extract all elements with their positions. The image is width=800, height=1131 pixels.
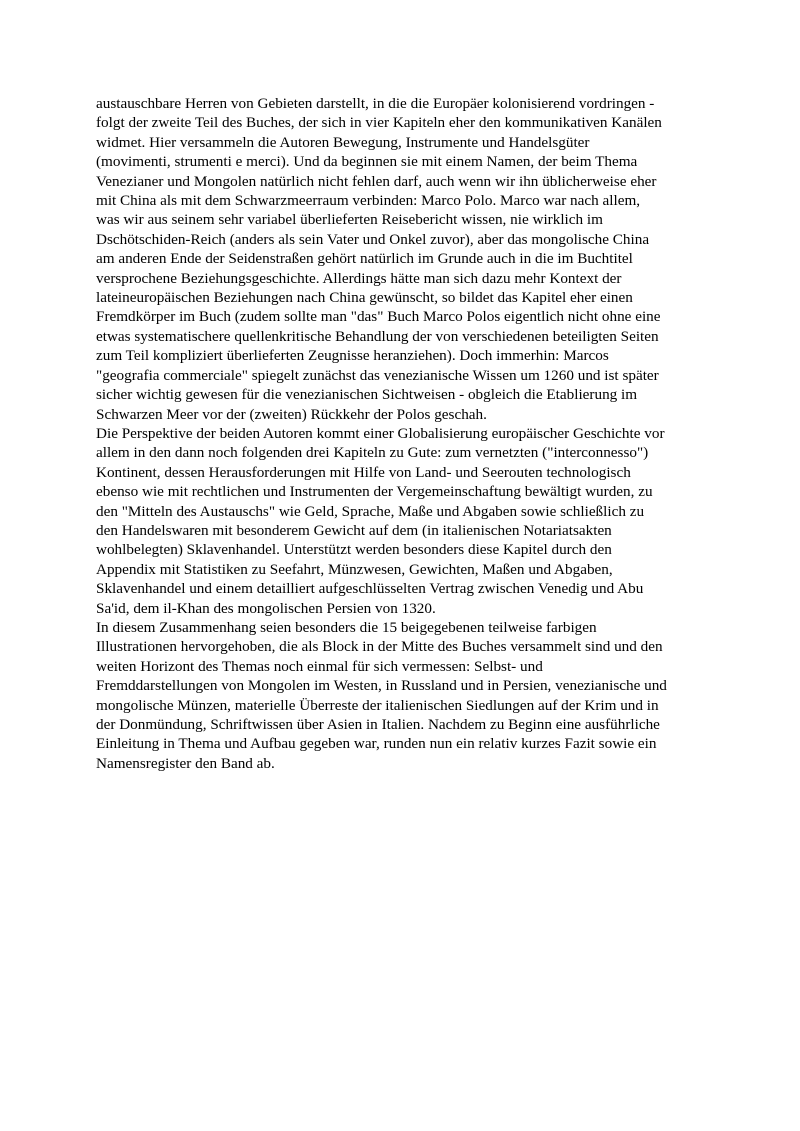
paragraph-marco-polo: austauschbare Herren von Gebieten darstellt, in die die Europäer kolonisierend vordringen - folgt der zweite Teil des Buches, der sich in vier Kapiteln eher den kommunikativen Kanälen widmet. Hier versammeln die Autoren Bewegung, Instrumente und Handelsgüter (movimenti, strumenti e merci). Und da beginnen sie mit einem Namen, der beim Thema Venezianer und Mongolen natürlich nicht fehlen darf, auch wenn wir ihn üblicherweise eher mit China als mit dem Schwarzmeerraum verbinden: Marco Polo. Marco war nach allem, was wir aus seinem sehr variabel überlieferten Reisebericht wissen, nie wirklich im Dschötschiden-Reich (anders als sein Vater und Onkel zuvor), aber das mongolische China am anderen Ende der Seidenstraßen gehört natürlich im Grunde auch in die im Buchtitel versprochene Beziehungsgeschichte. Allerdings hätte man sich dazu mehr Kontext der lateineuropäischen Beziehungen nach China gewünscht, so bildet das Kapitel eher einen Fremdkörper im Buch (zudem sollte man "das" Buch Marco Polos eigentlich nicht ohne eine etwas systematischere quellenkritische Behandlung der von verschiedenen beteiligten Seiten zum Teil kompliziert überlieferten Zeugnisse heranziehen). Doch immerhin: Marcos "geografia commerciale" spiegelt zunächst das venezianische Wissen um 1260 und ist später sicher wichtig gewesen für die venezianischen Sichtweisen - obgleich die Etablierung im Schwarzen Meer vor der (zweiten) Rückkehr der Polos geschah. <box>96 95 662 423</box>
paragraph-illustrations: In diesem Zusammenhang seien besonders die 15 beigegebenen teilweise farbigen Illustrationen hervorgehoben, die als Block in der Mitte des Buches versammelt sind und den weiten Horizont des Themas noch einmal für sich vermessen: Selbst- und Fremddarstellungen von Mongolen im Westen, in Russland und in Persien, venezianische und mongolische Münzen, materielle Überreste der italienischen Siedlungen auf der Krim und in der Donmündung, Schriftwissen über Asien in Italien. Nachdem zu Beginn eine ausführliche Einleitung in Thema und Aufbau gegeben war, runden nun ein relativ kurzes Fazit sowie ein Namensregister den Band ab. <box>96 618 667 772</box>
body-text <box>96 94 706 773</box>
paragraph-perspective: Die Perspektive der beiden Autoren kommt einer Globalisierung europäischer Geschichte vor allem in den dann noch folgenden drei Kapiteln zu Gute: zum vernetzten ("interconnesso") Kontinent, dessen Herausforderungen mit Hilfe von Land- und Seerouten technologisch ebenso wie mit rechtlichen und Instrumenten der Vergemeinschaftung bewältigt wurden, zu den "Mitteln des Austauschs" wie Geld, Sprache, Maße und Abgaben sowie schließlich zu den Handelswaren mit besonderem Gewicht auf dem (in italienischen Notariatsakten wohlbelegten) Sklavenhandel. Unterstützt werden besonders diese Kapitel durch den Appendix mit Statistiken zu Seefahrt, Münzwesen, Gewichten, Maßen und Abgaben, Sklavenhandel und einem detailliert aufgeschlüsselten Vertrag zwischen Venedig und Abu Sa'id, dem il-Khan des mongolischen Persien von 1320. <box>96 424 665 617</box>
